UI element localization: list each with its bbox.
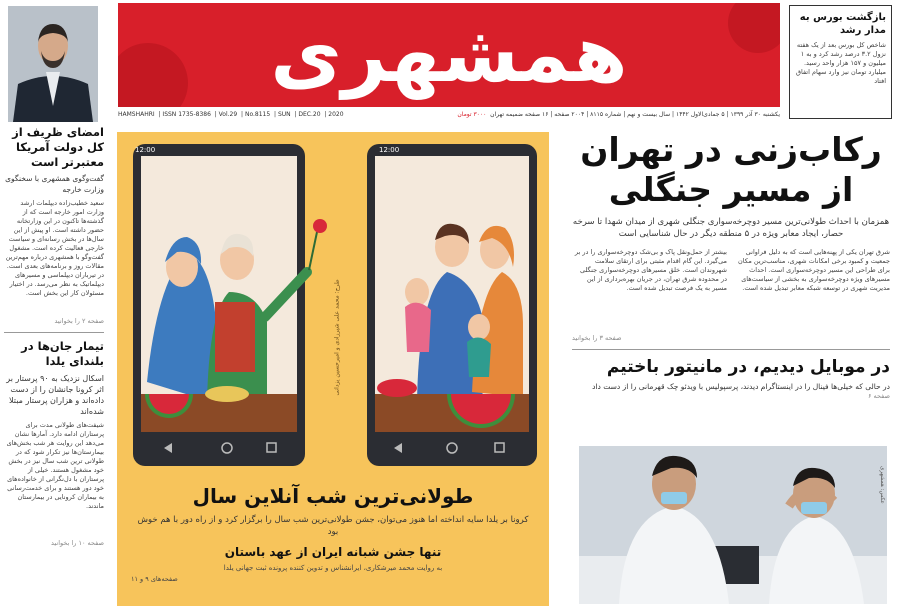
illustration-subhead: تنها جشن شبانه ایران از عهد باستان <box>224 545 442 559</box>
left-phone-time: 12:00 <box>135 146 156 154</box>
date-fa: یکشنبه ۳۰ آذر ۱۳۹۹ | ۵ جمادی‌الاول ۱۴۴۲ | سال بیست و نهم | شماره ۸۱۱۵ | ۲۰۰۴ صفحه | ۱۶ صفحه ضمیمه تهران <box>490 111 780 118</box>
illustration-credit-vertical: طرح: محمد علی شیرزادی و امیرحسین یزدانی <box>333 279 341 396</box>
second-headline: در موبایل دیدیم، در مانیتور باختیم <box>606 357 890 377</box>
price: ۳۰۰۰ تومان <box>457 111 487 118</box>
left-story-2-body: اسکال نزدیک به ۹۰ پرستار بر اثر کرونا جانشان را از دست داده‌اند و هزاران پرستار مبتلا شده‌اند <box>6 374 104 416</box>
illustration-author-credit: به روایت محمد میرشکاری، ایرانشناس و تدوین کننده پرونده ثبت جهانی یلدا <box>223 564 443 572</box>
main-headline-line-1: رکاب‌زنی در تهران <box>580 130 882 169</box>
news-photo[interactable] <box>579 446 887 604</box>
main-body-col-b: بیشتر از حمل‌ونقل پاک و بی‌شک دوچرخه‌سواری را در بر می‌گیرد. این گام اقدام مثبتی برای ارتقای سلامت شهروندان است. خلق مسیرهای دوچرخه‌سواری جنگلی در محدوده شرق تهران، در جریان بهره‌برداری از این مسیر به یک فرصت تبدیل شده است. <box>574 248 727 292</box>
portrait-figure-image <box>8 6 98 122</box>
divider <box>4 332 104 333</box>
left-story-2[interactable] <box>4 339 104 548</box>
main-story[interactable] <box>572 130 890 343</box>
left-story-1[interactable] <box>4 125 104 326</box>
divider <box>572 349 890 350</box>
left-story-1-body: سعید خطیب‌زاده دیپلمات ارشد وزارت امور خارجه است که از گذشته‌ها تاکنون در این وزارتخانه حضور داشته است. او پیش از این سال‌ها در بخش رسانه‌ای و سیاست خارجی فعالیت کرده است. مشغول گفت‌وگو با همشهری درباره مهم‌ترین مقالات روز و برنامه‌های بعدی است. در تیرباران دیپلماسی و مسیرهای دیپلماتیک به نظر می‌رسد. در اختیار مسئولان کار این بخش است. <box>5 199 104 297</box>
masthead-logo[interactable]: همشهری <box>270 10 628 100</box>
main-body-columns <box>572 248 890 334</box>
portrait-photo <box>8 6 98 122</box>
left-story-1-ref[interactable]: صفحه ۲ را بخوانید <box>54 317 104 325</box>
main-headline-line-2: از مسیر جنگلی <box>608 170 854 209</box>
year: 2020 <box>328 111 344 118</box>
date-en: DEC.20 <box>298 111 321 118</box>
illustration-body: کرونا بر یلدا سایه انداخته اما هنوز می‌توان، جشن طولانی‌ترین شب سال را برگزار کرد و از راه دور با هم خوش بود <box>137 515 529 537</box>
masthead-meta-en: HAMSHAHRI | ISSN 1735-8386 | Vol.29 | No.8115 | SUN | DEC.20 | 2020 <box>118 111 344 118</box>
masthead-meta-fa <box>457 108 780 122</box>
illustration-headline: طولانی‌ترین شب آنلاین سال <box>192 484 474 508</box>
issue-no: No.8115 <box>244 111 271 118</box>
paper-name-en: HAMSHAHRI <box>118 111 155 118</box>
issn: ISSN 1735-8386 <box>162 111 211 118</box>
left-story-2-headline: تیمار جان‌ها در بلندای یلدا <box>21 339 104 368</box>
left-story-1-headline: امضای ظریف از کل دولت آمریکا معتبرتر است <box>12 125 104 169</box>
box-story-title: بازگشت بورس به مدار رشد <box>799 12 886 36</box>
second-body: در حالی که خیلی‌ها فینال را در اینستاگرام دیدند، پرسپولیس با ویدئو چک قهرمانی را از دست داد <box>592 382 890 391</box>
box-story-body: شاخص کل بورس بعد از یک هفته نزول ۳.۲ درصد رشد کرد و به ۱ میلیون و ۱۵۷ هزار واحد رسید. میلیارد تومان نیز وارد سهام اتفاق افتاد <box>795 41 886 85</box>
masthead-meta <box>118 108 780 122</box>
left-column <box>4 125 104 609</box>
main-body-col-a: شرق تهران یکی از پهنه‌هایی است که به دلیل فراوانی جمعیت و کمبود برخی امکانات شهری، مناسب‌ترین مکان برای طراحی این مسیر دوچرخه‌سواری است. احداث مسیرهای ویژه دوچرخه‌سواری به بخشی از سیاست‌های مدیریت شهری در توسعه شبکه معابر تبدیل شده است. <box>738 248 890 292</box>
left-story-1-subhead: گفت‌وگوی همشهری با سخنگوی وزارت خارجه <box>5 174 104 194</box>
volume: Vol.29 <box>218 111 238 118</box>
second-story[interactable] <box>572 356 890 401</box>
illustration-text <box>131 484 535 584</box>
right-phone-time: 12:00 <box>379 146 400 154</box>
illustration-panel[interactable] <box>117 132 549 606</box>
day: SUN <box>277 111 291 118</box>
left-story-2-body-2: شیفت‌های طولانی مدت برای پرستاران ادامه دارد. آمارها نشان می‌دهد این روایت هر شب بخش‌های بیمارستان‌ها نیز تکرار شود که در طولانی ترین شب سال نیز در بخش خود مشغول هستند. خیلی از پرستاران با دل‌نگرانی از خانواده‌های خود دور هستند و برای خدمت‌رسانی به بیماران کرونایی در بیمارستان ماندند. <box>6 421 104 510</box>
main-lead: همزمان با احداث طولانی‌ترین مسیر دوچرخه‌سواری جنگلی شهری از میدان شهدا تا سرخه حصار، ایجاد معابر ویژه در ۵ منطقه دیگر در حال شناسایی است <box>572 217 890 239</box>
news-photo-image <box>579 446 887 604</box>
masthead <box>118 3 780 107</box>
second-ref[interactable]: صفحه ۶ <box>867 392 890 400</box>
box-story[interactable] <box>789 5 892 119</box>
main-ref[interactable]: صفحه ۳ را بخوانید <box>572 334 622 342</box>
illustration-page-ref[interactable]: صفحه‌های ۹ و ۱۱ <box>131 575 178 583</box>
photo-credit: عکس: همشهری <box>879 466 885 504</box>
left-story-2-ref[interactable]: صفحه ۱۰ را بخوانید <box>51 539 104 547</box>
